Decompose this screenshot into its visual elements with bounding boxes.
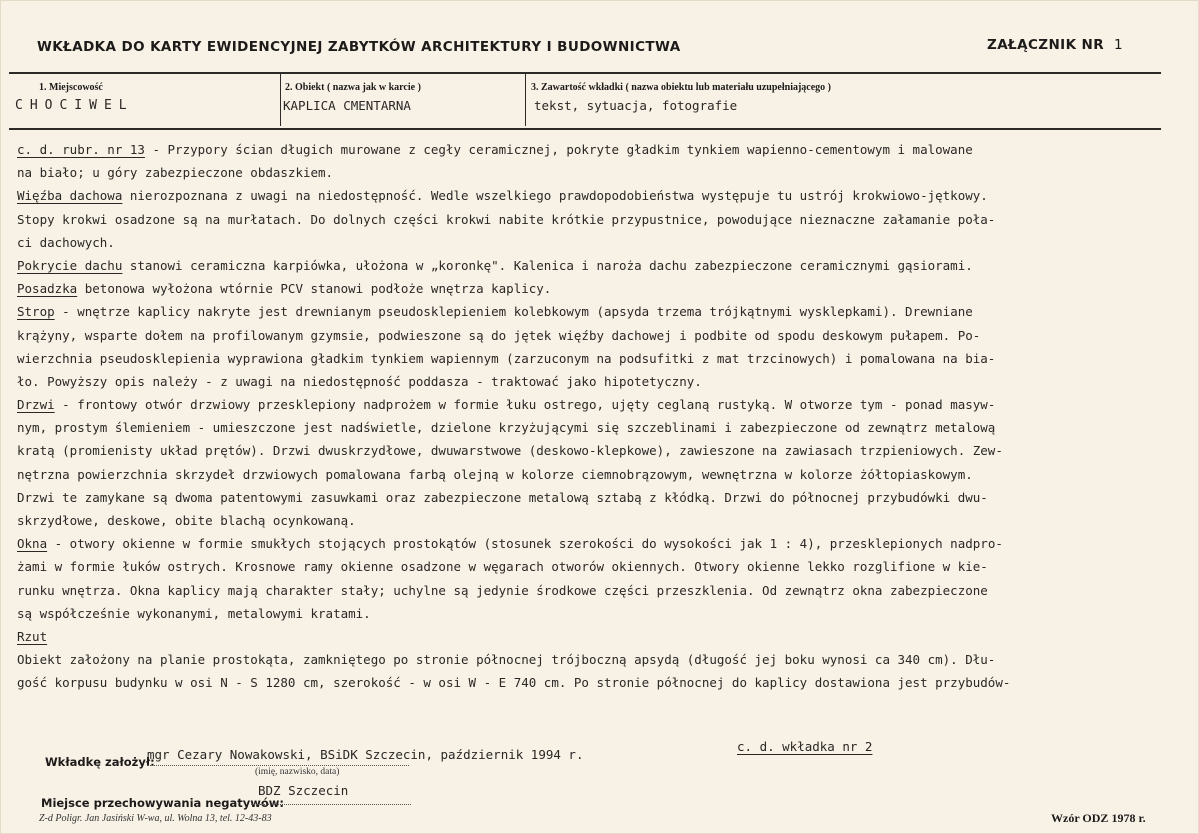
text-line: wierzchnia pseudosklepienia wyprawiona gładkim tynkiem wapiennym (zarzuconym na podsufitki z mat trzcinowych) i pomalowana na bia- (17, 350, 996, 366)
negatives-dotted-line (251, 804, 411, 805)
description-text (17, 138, 1189, 695)
text-line: skrzydłowe, deskowe, obite blachą ocynkowaną. (17, 513, 356, 528)
section-heading: Posadzka (17, 281, 78, 297)
text-line (17, 277, 1189, 300)
header-top-rule (9, 72, 1161, 74)
text-line (17, 138, 1189, 161)
text-line: ło. Powyższy opis należy - z uwagi na niedostępność poddasza - traktować jako hipotetyczny. (17, 373, 702, 389)
text-line (17, 625, 1189, 648)
continued-note: c. d. wkładka nr 2 (737, 739, 873, 754)
section-heading: Okna (17, 536, 48, 552)
annex-label-text: ZAŁĄCZNIK NR (987, 37, 1105, 53)
section-heading: c. d. rubr. nr 13 (17, 142, 145, 157)
header-bottom-rule (9, 128, 1161, 130)
negatives-label: Miejsce przechowywania negatywów: (41, 796, 285, 810)
content-label: 3. Zawartość wkładki ( nazwa obiektu lub materiału uzupełniającego ) (531, 82, 832, 93)
text-line: na biało; u góry zabezpieczone obdaszkiem. (17, 165, 334, 181)
section-heading: Więźba dachowa (17, 188, 123, 204)
text-line: Obiekt założony na planie prostokąta, zamkniętego po stronie północnej trójboczną apsydą (długość jej boku wynosi ca 340 cm). Dłu- (17, 652, 996, 668)
text-line (17, 184, 1189, 207)
text-line: kratą (promienisty układ prętów). Drzwi dwuskrzydłowe, dwuwarstwowe (deskowo-klepkowe), zawieszone na zawiasach trzpieniowych. Zew- (17, 443, 1003, 459)
text-line: są współcześnie wykonanymi, metalowymi kratami. (17, 605, 371, 621)
form-model: Wzór ODZ 1978 r. (1051, 811, 1146, 825)
negatives-value: BDZ Szczecin (258, 783, 349, 798)
text-run: betonowa wyłożona wtórnie PCV stanowi podłoże wnętrza kaplicy. (77, 281, 552, 297)
content-value: tekst, sytuacja, fotografie (534, 98, 738, 113)
section-heading: Pokrycie dachu (17, 257, 123, 273)
locality-label: 1. Miejscowość (39, 82, 103, 93)
object-value: KAPLICA CMENTARNA (283, 98, 411, 113)
text-line: Stopy krokwi osadzone są na murłatach. Do dolnych części krokwi nabite krótkie przypustnice, powodujące nieznaczne załamanie poła- (17, 211, 996, 227)
author-dotted-line (147, 765, 409, 766)
annex-number: 1 (1114, 37, 1124, 53)
section-heading: Rzut (17, 628, 48, 644)
text-line (17, 532, 1189, 555)
text-line: krążyny, wsparte dołem na profilowanym gzymsie, podwieszone są do jętek więźby dachowej i podbite od spodu deskowym pułapem. Po- (17, 327, 981, 343)
text-run: - otwory okienne w formie smukłych stojących prostokątów (stosunek szerokości do wysokości jak 1 : 4), przesklepionych nadpro- (47, 536, 1003, 552)
text-line: nym, prostym ślemieniem - umieszczone jest nadświetle, dzielone krzyżującymi się szczeblinami i zabezpieczone od zewnątrz metalową (17, 420, 996, 436)
text-line: runku wnętrza. Okna kaplicy mają charakter stały; uchylne są jedynie środkowe części przeszklenia. Od zewnątrz okna zabezpieczone (17, 582, 988, 598)
text-run: stanowi ceramiczna karpiówka, ułożona w „koronkę". Kalenica i naroża dachu zabezpieczone ceramicznymi gąsiorami. (122, 257, 973, 273)
text-run: nierozpoznana z uwagi na niedostępność. Wedle wszelkiego prawdopodobieństwa występuje tu ustrój krokwiowo-jętkowy. (122, 188, 988, 204)
author-label: Wkładkę założył: (45, 755, 155, 769)
printer-imprint: Z-d Poligr. Jan Jasiński W-wa, ul. Wolna 13, tel. 12-43-83 (39, 813, 272, 824)
author-value: mgr Cezary Nowakowski, BSiDK Szczecin, październik 1994 r. (147, 747, 584, 762)
locality-value: CHOCIWEL (15, 98, 134, 113)
text-line: żami w formie łuków ostrych. Krosnowe ramy okienne osadzone w węgarach otworów okiennych. Otwory okienne lekko rozglifione w kie- (17, 559, 988, 575)
text-line: ci dachowych. (17, 234, 115, 250)
field-divider-2 (525, 74, 526, 126)
text-line (17, 300, 1189, 323)
field-divider-1 (280, 74, 281, 126)
text-run: - frontowy otwór drzwiowy przesklepiony nadprożem w formie łuku ostrego, ujęty ceglaną rustyką. W otworze tym - ponad masyw- (54, 397, 996, 413)
text-line (17, 393, 1189, 416)
text-run: - Przypory ścian długich murowane z cegły ceramicznej, pokryte gładkim tynkiem wapienno-cementowym i malowane (144, 142, 973, 157)
text-line: Drzwi te zamykane są dwoma patentowymi zasuwkami oraz zabezpieczone metalową sztabą z kłódką. Drzwi do północnej przybudówki dwu- (17, 489, 988, 505)
object-label: 2. Obiekt ( nazwa jak w karcie ) (285, 82, 421, 93)
author-hint: (imię, nazwisko, data) (255, 767, 340, 777)
text-line: gość korpusu budynku w osi N - S 1280 cm, szerokość - w osi W - E 740 cm. Po stronie północnej do kaplicy dostawiona jest przybudów- (17, 675, 1011, 691)
section-heading: Drzwi (17, 397, 55, 413)
annex-label (987, 37, 1123, 53)
form-title: WKŁADKA DO KARTY EWIDENCYJNEJ ZABYTKÓW ARCHITEKTURY I BUDOWNICTWA (37, 39, 681, 55)
section-heading: Strop (17, 304, 55, 320)
text-line (17, 254, 1189, 277)
text-line: nętrzna powierzchnia skrzydeł drzwiowych pomalowana farbą olejną w kolorze ciemnobrązowym, wewnętrzna w kolorze żółtopiaskowym. (17, 466, 973, 482)
text-run: - wnętrze kaplicy nakryte jest drewnianym pseudosklepieniem kolebkowym (apsyda trzema trójkątnymi wysklepkami). Drewniane (54, 304, 973, 320)
